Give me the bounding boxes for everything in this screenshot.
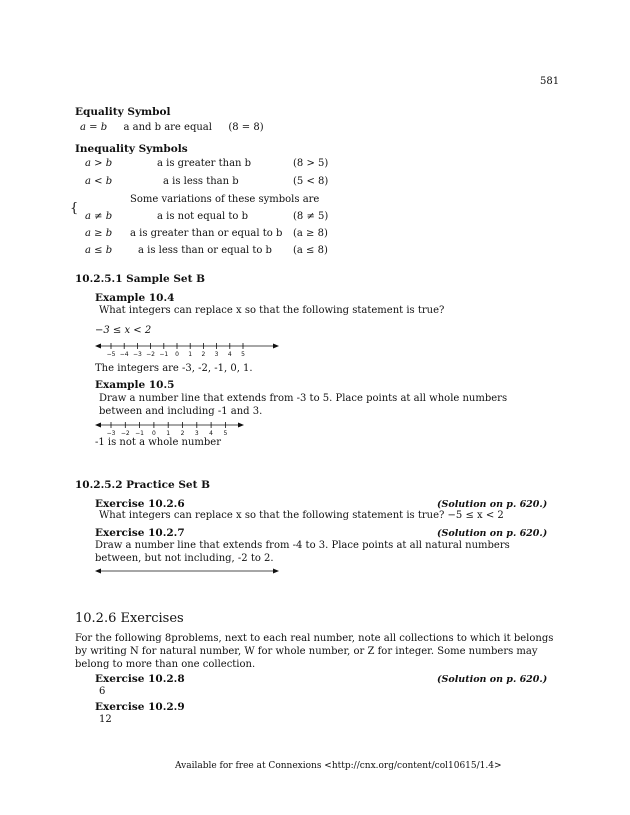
number-line-1-tick-label: 5: [241, 351, 245, 358]
number-line-1-left-arrow: [95, 344, 101, 349]
number-line-1-tick-label: −3: [132, 351, 142, 358]
inequality-brace: {: [70, 201, 79, 216]
number-line-1-tick-label: 3: [214, 351, 219, 358]
number-line-2-tick-label: −3: [106, 430, 116, 437]
ineq-sym-1: a > b: [85, 158, 113, 169]
example-10-5-question: Draw a number line that extends from -3 to 5. Place points at all whole numbers between and including -1 and 3.: [99, 393, 508, 417]
number-line-1-tick-label: −5: [106, 351, 116, 358]
number-line-1-tick-label: −1: [159, 351, 169, 358]
exercise-10-2-7-solution-link[interactable]: (Solution on p. 620.): [437, 528, 548, 539]
practice-set-heading: 10.2.5.2 Practice Set B: [75, 479, 210, 491]
ineq-desc-4: a is greater than or equal to b: [130, 228, 283, 239]
number-line-3-left-arrow: [95, 569, 101, 574]
equality-example: (8 = 8): [228, 122, 264, 133]
exercises-heading: 10.2.6 Exercises: [75, 611, 184, 626]
ineq-desc-5: a is less than or equal to b: [138, 245, 272, 256]
ineq-desc-3: a is not equal to b: [157, 211, 249, 222]
number-line-2-tick-label: 0: [151, 430, 156, 437]
ineq-desc-2: a is less than b: [163, 176, 239, 187]
ineq-ex-5: (a ≤ 8): [293, 245, 328, 256]
equality-row: [80, 122, 264, 133]
ineq-variations-note: Some variations of these symbols are: [130, 194, 320, 205]
exercises-intro: For the following 8problems, next to each real number, note all collections to which it belongs by writing N for natural number, W for whole number, or Z for integer. Some numbers may belong to more than one collection.: [75, 633, 554, 670]
number-line-2-tick-label: 1: [166, 430, 171, 437]
example-10-4-title: Example 10.4: [95, 292, 175, 304]
ineq-ex-2: (5 < 8): [293, 176, 329, 187]
number-line-2-tick-label: 2: [180, 430, 185, 437]
number-line-3-blank: [95, 566, 280, 576]
sample-set-heading: 10.2.5.1 Sample Set B: [75, 273, 205, 285]
number-line-1-tick-label: 4: [227, 351, 232, 358]
example-10-4-statement: −3 ≤ x < 2: [95, 325, 152, 336]
number-line-3-right-arrow: [273, 569, 279, 574]
number-line-2-left-arrow: [95, 423, 101, 428]
ineq-sym-4: a ≥ b: [85, 228, 113, 239]
ineq-ex-4: (a ≥ 8): [293, 228, 328, 239]
equality-desc: a and b are equal: [123, 122, 212, 133]
number-line-1-tick-label: 0: [175, 351, 179, 358]
number-line-2-right-arrow: [238, 423, 244, 428]
number-line-1-right-arrow: [273, 344, 279, 349]
exercise-10-2-9-value: 12: [99, 714, 112, 725]
number-line-1: [95, 340, 280, 360]
exercise-10-2-6-solution-link[interactable]: (Solution on p. 620.): [437, 499, 548, 510]
number-line-2-tick-label: 3: [194, 430, 199, 437]
ineq-sym-3: a ≠ b: [85, 211, 113, 222]
number-line-2-tick-label: −2: [120, 430, 130, 437]
example-10-4-answer: The integers are -3, -2, -1, 0, 1.: [95, 363, 253, 374]
example-10-5-title: Example 10.5: [95, 379, 175, 391]
footer-availability[interactable]: Available for free at Connexions <http://cnx.org/content/col10615/1.4>: [175, 761, 502, 771]
number-line-1-tick-label: 1: [188, 351, 193, 358]
ineq-sym-5: a ≤ b: [85, 245, 113, 256]
number-line-2-tick-label: −1: [135, 430, 145, 437]
exercise-10-2-8-solution-link[interactable]: (Solution on p. 620.): [437, 674, 548, 685]
number-line-1-tick-label: −2: [146, 351, 156, 358]
ineq-ex-1: (8 > 5): [293, 158, 329, 169]
exercise-10-2-6-text: What integers can replace x so that the following statement is true? −5 ≤ x < 2: [99, 510, 504, 521]
number-line-2-tick-label: 4: [209, 430, 214, 437]
ineq-desc-1: a is greater than b: [157, 158, 252, 169]
ineq-ex-3: (8 ≠ 5): [293, 211, 329, 222]
number-line-2-tick-label: 5: [223, 430, 228, 437]
exercise-10-2-9-title: Exercise 10.2.9: [95, 701, 185, 713]
page-number: 581: [540, 76, 560, 87]
exercise-10-2-7-title: Exercise 10.2.7: [95, 527, 185, 539]
number-line-2: [95, 419, 245, 439]
ineq-sym-2: a < b: [85, 176, 113, 187]
exercise-10-2-8-value: 6: [99, 686, 106, 697]
example-10-4-question: What integers can replace x so that the following statement is true?: [99, 305, 445, 316]
number-line-1-tick-label: 2: [201, 351, 206, 358]
exercise-10-2-7-text: Draw a number line that extends from -4 to 3. Place points at all natural numbers between, but not including, -2 to 2.: [95, 540, 510, 564]
exercise-10-2-6-title: Exercise 10.2.6: [95, 498, 185, 510]
equality-expr: a = b: [80, 122, 108, 133]
inequality-heading: Inequality Symbols: [75, 143, 188, 155]
equality-heading: Equality Symbol: [75, 106, 171, 118]
number-line-1-tick-label: −4: [119, 351, 129, 358]
example-10-5-answer: -1 is not a whole number: [95, 437, 222, 448]
exercise-10-2-8-title: Exercise 10.2.8: [95, 673, 185, 685]
